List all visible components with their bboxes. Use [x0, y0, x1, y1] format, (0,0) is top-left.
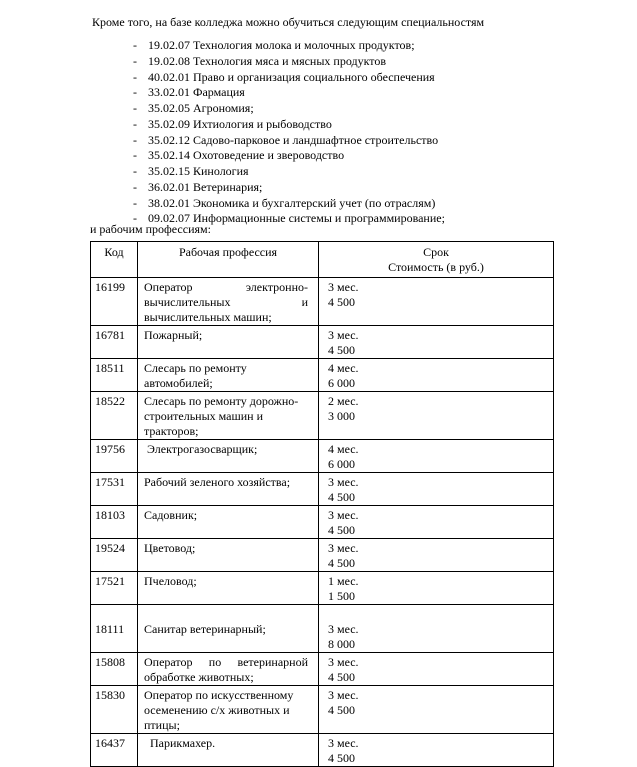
cell-cost: 4 500	[328, 703, 355, 717]
list-dash: -	[133, 179, 137, 194]
list-dash: -	[133, 116, 137, 131]
cell-duration: 3 мес.	[328, 328, 359, 342]
cell-duration: 4 мес.	[328, 442, 359, 456]
table-row	[91, 392, 554, 440]
list-item-text: 35.02.05 Агрономия;	[148, 101, 254, 115]
cell-duration: 3 мес.	[328, 280, 359, 294]
cell-profession: Цветовод;	[138, 539, 319, 572]
cell-cost: 4 500	[328, 523, 355, 537]
header-term	[319, 242, 554, 278]
list-item-text: 19.02.08 Технология мяса и мясных продуктов	[148, 53, 387, 68]
cell-term	[319, 278, 554, 326]
cell-code: 16199	[91, 278, 138, 326]
cell-term	[319, 605, 554, 653]
cell-term	[319, 392, 554, 440]
cell-profession: Оператор по ветеринарной обработке животных;	[138, 653, 319, 686]
list-item-text: 35.02.12 Садово-парковое и ландшафтное строительство	[148, 132, 439, 147]
cell-profession: Слесарь по ремонту дорожно-строительных машин и тракторов;	[138, 392, 319, 440]
cell-cost: 8 000	[328, 637, 355, 651]
header-profession: Рабочая профессия	[138, 242, 319, 278]
cell-term	[319, 506, 554, 539]
list-dash: -	[133, 195, 137, 210]
cell-cost: 6 000	[328, 457, 355, 471]
cell-duration: 1 мес.	[328, 574, 359, 588]
cell-duration: 2 мес.	[328, 394, 359, 408]
cell-profession: Слесарь по ремонту автомобилей;	[138, 359, 319, 392]
header-term-line1: Срок	[423, 245, 449, 259]
header-term-line2: Стоимость (в руб.)	[388, 260, 484, 274]
table-row	[91, 440, 554, 473]
cell-profession: Пчеловод;	[138, 572, 319, 605]
cell-duration: 3 мес.	[328, 541, 359, 555]
cell-cost: 4 500	[328, 751, 355, 765]
cell-cost: 3 000	[328, 409, 355, 423]
table-header-row	[91, 242, 554, 278]
list-item	[133, 101, 445, 117]
list-dash: -	[133, 148, 137, 163]
list-item-text: 33.02.01 Фармация	[148, 85, 245, 100]
cell-code: 15808	[91, 653, 138, 686]
cell-profession: Электрогазосварщик;	[138, 440, 319, 473]
cell-cost: 4 500	[328, 556, 355, 570]
table-row	[91, 506, 554, 539]
intro-paragraph: Кроме того, на базе колледжа можно обучиться следующим специальностям	[92, 15, 485, 29]
table-row	[91, 686, 554, 734]
header-code: Код	[91, 242, 138, 278]
cell-term	[319, 473, 554, 506]
cell-duration: 3 мес.	[328, 736, 359, 750]
table-row	[91, 734, 554, 767]
table-row	[91, 278, 554, 326]
cell-cost: 1 500	[328, 589, 355, 603]
list-item-text: 40.02.01 Право и организация социального обеспечения	[148, 69, 435, 84]
cell-term	[319, 539, 554, 572]
list-item-text: 35.02.09 Ихтиология и рыбоводство	[148, 116, 332, 131]
cell-code: 17521	[91, 572, 138, 605]
cell-term	[319, 734, 554, 767]
list-item-text: 35.02.15 Кинология	[148, 164, 249, 178]
cell-term	[319, 326, 554, 359]
cell-term	[319, 572, 554, 605]
list-dash: -	[133, 85, 137, 100]
specialties-list	[133, 38, 445, 227]
list-item-text: 09.02.07 Информационные системы и программирование;	[148, 211, 445, 226]
cell-profession: Садовник;	[138, 506, 319, 539]
list-item	[133, 54, 445, 70]
list-dash: -	[133, 38, 137, 52]
list-dash: -	[133, 101, 137, 115]
list-item	[133, 148, 445, 164]
cell-code: 16781	[91, 326, 138, 359]
cell-code: 15830	[91, 686, 138, 734]
professions-table	[90, 241, 554, 767]
work-professions-label: и рабочим профессиям:	[90, 222, 211, 236]
list-dash: -	[133, 132, 137, 147]
cell-profession: Оператор по искусственному осеменению с/х животных и птицы;	[138, 686, 319, 734]
list-item	[133, 196, 445, 212]
list-item	[133, 180, 445, 196]
cell-code: 16437	[91, 734, 138, 767]
cell-code: 18103	[91, 506, 138, 539]
cell-term	[319, 359, 554, 392]
cell-duration: 3 мес.	[328, 688, 359, 702]
cell-duration: 3 мес.	[328, 622, 359, 636]
list-dash: -	[133, 53, 137, 68]
cell-cost: 4 500	[328, 490, 355, 504]
list-item	[133, 164, 445, 180]
cell-term	[319, 686, 554, 734]
table-row	[91, 473, 554, 506]
table-row	[91, 359, 554, 392]
list-item-text: 38.02.01 Экономика и бухгалтерский учет (по отраслям)	[148, 195, 436, 210]
cell-profession: Оператор электронно-вычислительных и вычислительных машин;	[138, 278, 319, 326]
cell-term	[319, 653, 554, 686]
cell-duration: 3 мес.	[328, 475, 359, 489]
cell-code: 19756	[91, 440, 138, 473]
table-row	[91, 572, 554, 605]
list-item-text: 36.02.01 Ветеринария;	[148, 179, 263, 194]
list-dash: -	[133, 69, 137, 84]
list-dash: -	[133, 164, 137, 178]
table-row	[91, 539, 554, 572]
list-item	[133, 70, 445, 86]
table-row	[91, 605, 554, 653]
cell-code: 18111	[91, 605, 138, 653]
cell-duration: 3 мес.	[328, 655, 359, 669]
cell-profession: Пожарный;	[138, 326, 319, 359]
cell-term	[319, 440, 554, 473]
cell-code: 18522	[91, 392, 138, 440]
cell-cost: 6 000	[328, 376, 355, 390]
cell-cost: 4 500	[328, 343, 355, 357]
cell-profession: Рабочий зеленого хозяйства;	[138, 473, 319, 506]
cell-duration: 4 мес.	[328, 361, 359, 375]
cell-code: 18511	[91, 359, 138, 392]
cell-code: 17531	[91, 473, 138, 506]
list-item	[133, 85, 445, 101]
table-row	[91, 326, 554, 359]
list-item-text: 19.02.07 Технология молока и молочных продуктов;	[148, 38, 415, 52]
list-dash: -	[133, 211, 137, 226]
cell-duration: 3 мес.	[328, 508, 359, 522]
list-item	[133, 38, 445, 54]
cell-profession: Санитар ветеринарный;	[138, 605, 319, 653]
list-item-text: 35.02.14 Охотоведение и звероводство	[148, 148, 345, 163]
table-row	[91, 653, 554, 686]
cell-cost: 4 500	[328, 295, 355, 309]
cell-cost: 4 500	[328, 670, 355, 684]
list-item	[133, 117, 445, 133]
cell-profession: Парикмахер.	[138, 734, 319, 767]
cell-code: 19524	[91, 539, 138, 572]
list-item	[133, 133, 445, 149]
